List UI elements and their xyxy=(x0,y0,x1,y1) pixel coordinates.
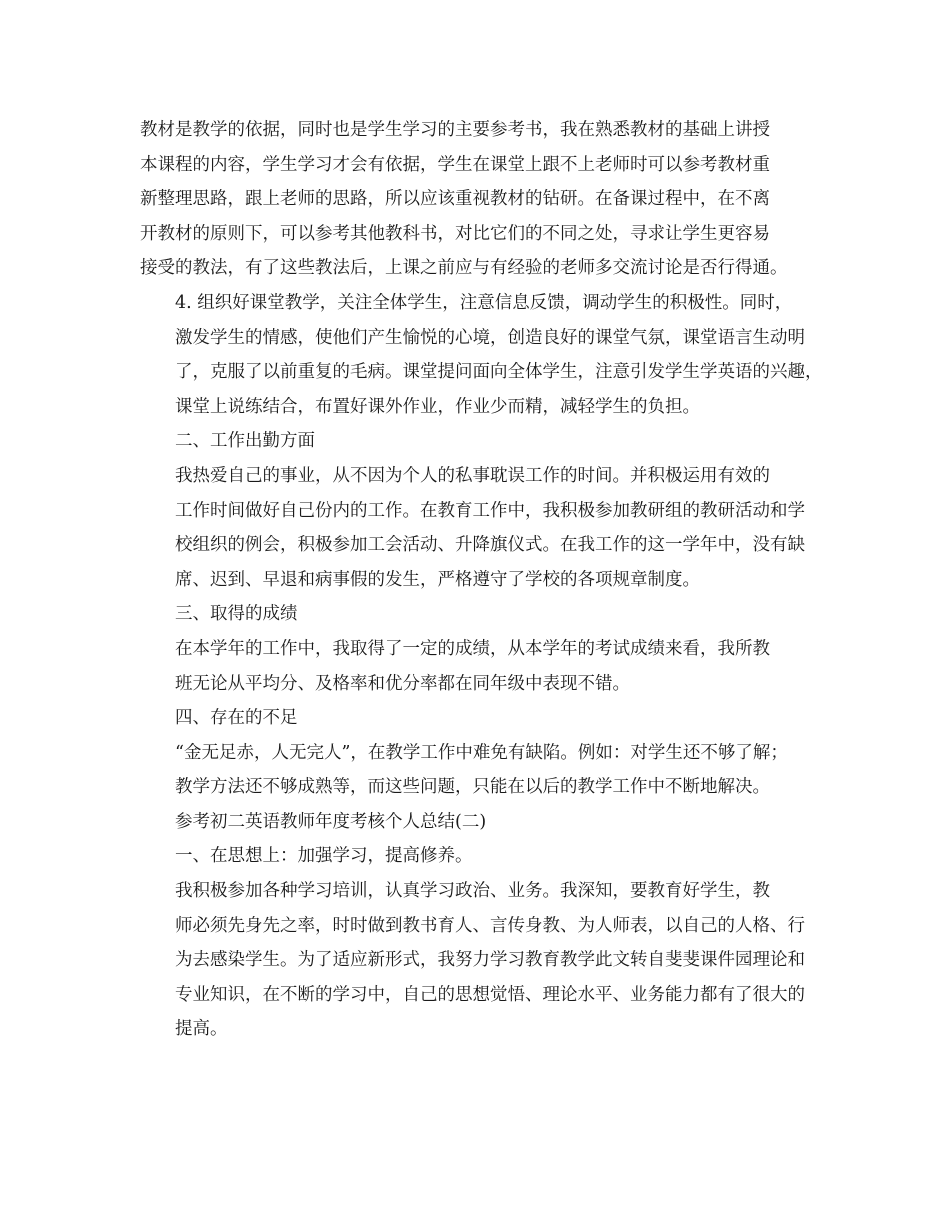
paragraph xyxy=(140,286,823,424)
paragraph xyxy=(140,701,812,736)
text-line: 教学方法还不够成熟等，而这些问题，只能在以后的教学工作中不断地解决。 xyxy=(175,777,770,798)
text-line: 为去感染学生。为了适应新形式，我努力学习教育教学此文转自斐斐课件园理论和 xyxy=(175,950,805,971)
text-line: 师必须先身先之率，时时做到教书育人、言传身教、为人师表，以自己的人格、行 xyxy=(175,915,805,936)
text-line: 我积极参加各种学习培训，认真学习政治、业务。我深知，要教育好学生，教 xyxy=(175,881,770,902)
text-line: 课堂上说练结合，布置好课外作业，作业少而精，减轻学生的负担。 xyxy=(175,396,700,417)
text-line: 本课程的内容，学生学习才会有依据，学生在课堂上跟不上老师时可以参考教材重 xyxy=(140,154,770,175)
text-line: 班无论从平均分、及格率和优分率都在同年级中表现不错。 xyxy=(175,673,630,694)
paragraph xyxy=(140,424,812,459)
paragraph xyxy=(140,632,812,701)
document-body xyxy=(140,113,823,1047)
text-line: 参考初二英语教师年度考核个人总结(二) xyxy=(175,811,487,832)
text-line: 在本学年的工作中，我取得了一定的成绩，从本学年的考试成绩来看，我所教 xyxy=(175,638,770,659)
text-line: 二、工作出勤方面 xyxy=(175,431,315,452)
text-line: 专业知识，在不断的学习中，自己的思想觉悟、理论水平、业务能力都有了很大的 xyxy=(175,984,805,1005)
paragraph xyxy=(140,597,812,632)
text-line: 了，克服了以前重复的毛病。课堂提问面向全体学生，注意引发学生学英语的兴趣， xyxy=(175,362,823,383)
paragraph xyxy=(140,839,812,874)
text-line: 提高。 xyxy=(175,1019,228,1040)
paragraph xyxy=(140,805,812,840)
text-line: 我热爱自己的事业，从不因为个人的私事耽误工作的时间。并积极运用有效的 xyxy=(175,465,770,486)
text-line: 校组织的例会，积极参加工会活动、升降旗仪式。在我工作的这一学年中，没有缺 xyxy=(175,535,805,556)
text-line: 4. 组织好课堂教学，关注全体学生，注意信息反馈，调动学生的积极性。同时， xyxy=(175,292,793,313)
text-line: 三、取得的成绩 xyxy=(175,604,298,625)
paragraph xyxy=(140,459,812,597)
text-line: 激发学生的情感，使他们产生愉悦的心境，创造良好的课堂气氛，课堂语言生动明 xyxy=(175,327,805,348)
text-line: 工作时间做好自己份内的工作。在教育工作中，我积极参加教研组的教研活动和学 xyxy=(175,500,805,521)
paragraph xyxy=(140,736,812,805)
text-line: 新整理思路，跟上老师的思路，所以应该重视教材的钻研。在备课过程中，在不离 xyxy=(140,189,770,210)
text-line: 四、存在的不足 xyxy=(175,708,298,729)
text-line: 席、迟到、早退和病事假的发生，严格遵守了学校的各项规章制度。 xyxy=(175,569,700,590)
text-line: 教材是教学的依据，同时也是学生学习的主要参考书，我在熟悉教材的基础上讲授 xyxy=(140,120,770,140)
text-line: 一、在思想上：加强学习，提高修养。 xyxy=(175,846,473,867)
paragraph xyxy=(140,113,812,286)
text-line: 开教材的原则下，可以参考其他教科书，对比它们的不同之处，寻求让学生更容易 xyxy=(140,223,770,244)
text-line: 接受的教法，有了这些教法后，上课之前应与有经验的老师多交流讨论是否行得通。 xyxy=(140,258,788,279)
text-line: “金无足赤，人无完人”，在教学工作中难免有缺陷。例如：对学生还不够了解； xyxy=(175,742,788,763)
paragraph xyxy=(140,874,812,1047)
